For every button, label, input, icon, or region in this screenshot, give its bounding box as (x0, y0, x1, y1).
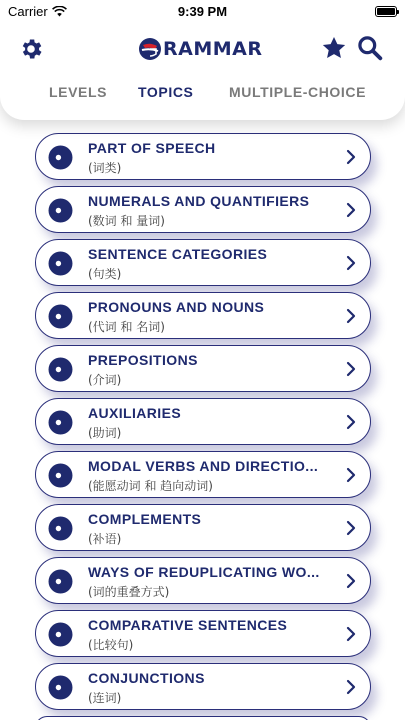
topic-subtitle: (补语) (88, 532, 122, 546)
topic-subtitle: (比较句) (88, 638, 134, 652)
chevron-right-icon (346, 626, 356, 642)
topic-title: COMPARATIVE SENTENCES (88, 617, 288, 633)
topic-subtitle: (助词) (88, 426, 122, 440)
topic-item-sentence-categories[interactable] (35, 239, 371, 286)
topic-title: WAYS OF REDUPLICATING WO... (88, 564, 320, 580)
tab-levels[interactable]: LEVELS (49, 84, 108, 100)
topic-title: MODAL VERBS AND DIRECTIO... (88, 458, 319, 474)
topic-subtitle: (词的重叠方式) (88, 585, 170, 599)
wifi-icon (52, 6, 67, 17)
status-left (8, 4, 67, 19)
carrier-label: Carrier (8, 3, 48, 19)
chevron-right-icon (346, 467, 356, 483)
topic-item-conjunctions[interactable] (35, 663, 371, 710)
topic-title: NUMERALS AND QUANTIFIERS (88, 193, 310, 209)
topic-subtitle: (数词 和 量词) (88, 214, 165, 228)
chevron-right-icon (346, 149, 356, 165)
topic-subtitle: (代词 和 名词) (88, 320, 165, 334)
disc-icon (48, 198, 73, 223)
tab-multiple-choice[interactable]: MULTIPLE-CHOICE (229, 84, 367, 100)
topic-item-numerals[interactable] (35, 186, 371, 233)
topic-title: PART OF SPEECH (88, 140, 216, 156)
chevron-right-icon (346, 520, 356, 536)
topic-subtitle: (句类) (88, 267, 122, 281)
topic-subtitle: (能愿动词 和 趋向动词) (88, 479, 213, 493)
topic-title: CONJUNCTIONS (88, 670, 205, 686)
app-logo (138, 34, 262, 64)
tab-topics[interactable]: TOPICS (138, 84, 194, 100)
status-bar (0, 0, 405, 22)
chevron-right-icon (346, 361, 356, 377)
topic-subtitle: (连词) (88, 691, 122, 705)
disc-icon (48, 516, 73, 541)
gear-icon[interactable] (18, 36, 44, 62)
disc-icon (48, 251, 73, 276)
chevron-right-icon (346, 308, 356, 324)
topic-subtitle: (介词) (88, 373, 122, 387)
topic-title: PREPOSITIONS (88, 352, 198, 368)
disc-icon (48, 410, 73, 435)
topic-title: COMPLEMENTS (88, 511, 202, 527)
topic-item-partial[interactable] (35, 716, 371, 720)
topic-item-modal-verbs[interactable] (35, 451, 371, 498)
star-icon[interactable] (321, 35, 347, 61)
chevron-right-icon (346, 679, 356, 695)
disc-icon (48, 463, 73, 488)
chevron-right-icon (346, 414, 356, 430)
topic-item-pronouns[interactable] (35, 292, 371, 339)
topic-item-comparative[interactable] (35, 610, 371, 657)
disc-icon (48, 569, 73, 594)
status-time: 9:39 PM (177, 3, 228, 19)
topic-item-part-of-speech[interactable] (35, 133, 371, 180)
logo-mark-icon (138, 37, 162, 61)
topic-item-complements[interactable] (35, 504, 371, 551)
disc-icon (48, 357, 73, 382)
disc-icon (48, 304, 73, 329)
battery-icon (375, 6, 397, 17)
topic-title: AUXILIARIES (88, 405, 182, 421)
chevron-right-icon (346, 255, 356, 271)
topic-title: SENTENCE CATEGORIES (88, 246, 268, 262)
chevron-right-icon (346, 202, 356, 218)
disc-icon (48, 145, 73, 170)
tab-bar (0, 84, 405, 114)
app-header (0, 22, 405, 120)
topic-item-auxiliaries[interactable] (35, 398, 371, 445)
disc-icon (48, 675, 73, 700)
logo-text: RAMMAR (163, 38, 263, 60)
search-icon[interactable] (357, 35, 383, 61)
topic-item-reduplicating[interactable] (35, 557, 371, 604)
topic-title: PRONOUNS AND NOUNS (88, 299, 265, 315)
chevron-right-icon (346, 573, 356, 589)
topic-item-prepositions[interactable] (35, 345, 371, 392)
topic-subtitle: (词类) (88, 161, 122, 175)
disc-icon (48, 622, 73, 647)
